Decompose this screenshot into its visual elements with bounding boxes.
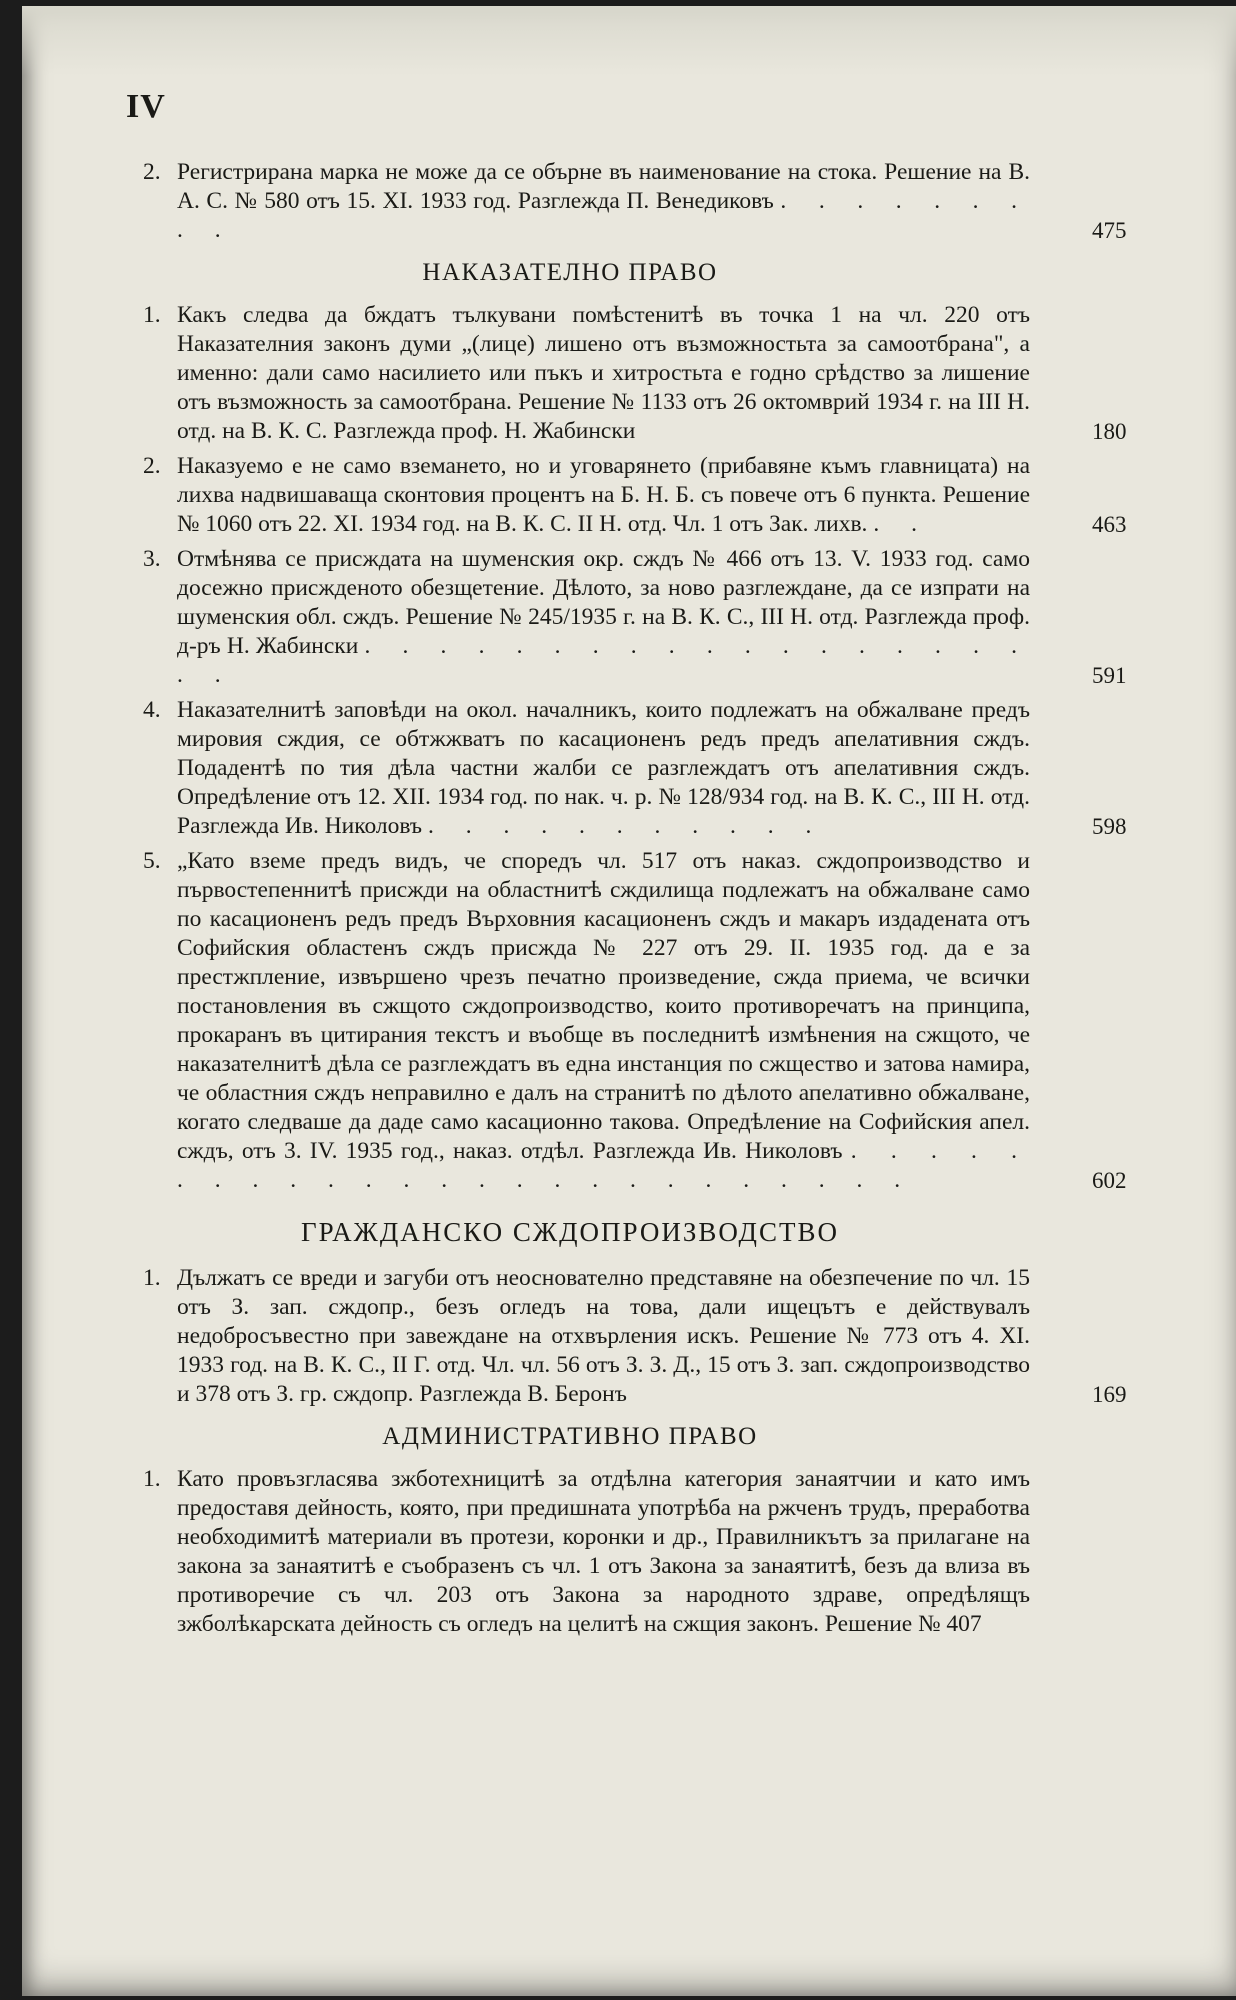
toc-entry	[130, 1264, 1127, 1409]
dot-leader: . . . . . . . . . . . . . . . . . . . .	[177, 633, 1031, 688]
entry-text: Наказателнитѣ заповѣди на окол. началникъ, които подлежатъ на обжалване предъ мировия сждия, се обтжжватъ по касационенъ редъ предъ апелативния сждъ. Подадентѣ по тия дѣла частни жалби се разглеждатъ отъ апелативния сждъ. Опредѣление отъ 12. XII. 1934 год. по нак. ч. р. № 128/934 год. на В. К. С., III Н. отд. Разглежда Ив. Николовъ . . . . . . . . . . .	[177, 697, 1030, 839]
dot-leader: . . . . . . . . .	[177, 188, 1030, 243]
entry-text: Дължатъ се вреди и загуби отъ неоснователно представяне на обезпечение по чл. 15 отъ З. зап. сждопр., безъ огледъ на това, дали ищецътъ е действувалъ недобросъвестно при завеждане на отхвърления искъ. Решение № 773 отъ 4. XI. 1933 год. на В. К. С., II Г. отд. Чл. чл. 56 отъ З. З. Д., 15 отъ З. зап. сждопроизводство и 378 отъ З. гр. сждопр. Разглежда В. Беронъ	[177, 1265, 1030, 1407]
entry-text: Отмѣнява се присждата на шуменския окр. сждъ № 466 отъ 13. V. 1933 год. само досежно присжденото обезщетение. Дѣлото, за ново разглеждане, да се изпрати на шуменския обл. сждъ. Решение № 245/1935 г. на В. К. С., III Н. отд. Разглежда проф. д-ръ Н. Жабински . . . . . . . . . . . . . . . . . . . .	[177, 546, 1031, 688]
page-shadow	[22, 6, 1236, 76]
entry-page: 602	[1092, 1168, 1127, 1193]
entry-number: 1.	[143, 1265, 161, 1291]
entry-page: 463	[1092, 512, 1127, 537]
section-criminal-law	[130, 301, 1127, 1195]
toc-entry	[130, 696, 1127, 841]
toc-entry	[130, 847, 1127, 1195]
entry-page: 180	[1092, 419, 1127, 444]
entry-text: Наказуемо е не само вземането, но и уговарянето (прибавяне къмъ главницата) на лихва надвишаваща сконтовия процентъ на Б. Н. Б. съ повече отъ 6 пункта. Решение № 1060 отъ 22. XI. 1934 год. на В. К. С. II Н. отд. Чл. 1 отъ Зак. лихв. . .	[177, 453, 1030, 537]
toc-entry	[130, 158, 1127, 245]
table-of-contents	[130, 158, 1160, 1645]
section-heading-criminal-law: НАКАЗАТЕЛНО ПРАВО	[422, 259, 718, 286]
entry-text: Като провъзгласява зжботехницитѣ за отдѣлна категория занаятчии и като имъ предоставя дейность, която, при предишната употрѣба на ржченъ трудъ, преработва необходимитѣ материали въ протези, коронки и др., Правилникътъ за прилагане на закона за занаятитѣ е съобразенъ съ чл. 1 отъ Закона за занаятитѣ, безъ да влиза въ противоречие съ чл. 203 отъ Закона за народното здраве, опредѣлящъ зжболѣкарската дейность съ огледъ на целитѣ на сжщия законъ. Решение № 407	[177, 1466, 1030, 1637]
toc-entry	[130, 301, 1127, 446]
dot-leader: . .	[873, 511, 930, 537]
entry-page: 591	[1092, 663, 1127, 688]
toc-entry	[130, 1465, 1030, 1639]
book-page	[22, 6, 1236, 1996]
entry-number: 1.	[143, 1466, 161, 1492]
section-civil-procedure	[130, 1264, 1127, 1409]
entry-number: 4.	[143, 697, 161, 723]
page-number: IV	[126, 88, 166, 125]
entry-page: 598	[1092, 814, 1127, 839]
entry-text: Какъ следва да бждатъ тълкувани помѣстенитѣ въ точка 1 на чл. 220 отъ Наказателния законъ думи „(лице) лишено отъ възможностьта за самоотбрана", а именно: дали само насилието или пъкъ и хитростьта е годно срѣдство за лишение отъ възможность за самоотбрана. Решение № 1133 отъ 26 октомврий 1934 г. на III Н. отд. на В. К. С. Разглежда проф. Н. Жабински	[177, 302, 1030, 444]
dot-leader: . . . . . . . . . . . . . . . . . . . . . . . . .	[177, 1138, 1031, 1193]
entry-page: 169	[1092, 1382, 1127, 1407]
entry-number: 2.	[143, 453, 161, 479]
entry-number: 5.	[143, 848, 161, 874]
section-continuation	[130, 158, 1127, 245]
entry-text: Регистрирана марка не може да се обърне въ наименование на стока. Решение на В. А. С. № 580 отъ 15. XI. 1933 год. Разглежда П. Венедиковъ . . . . . . . . .	[177, 159, 1030, 243]
entry-number: 2.	[143, 159, 161, 185]
entry-number: 3.	[143, 546, 161, 572]
toc-entry	[130, 452, 1127, 539]
entry-number: 1.	[143, 302, 161, 328]
section-administrative-law	[130, 1465, 1030, 1639]
section-heading-administrative-law: АДМИНИСТРАТИВНО ПРАВО	[382, 1423, 758, 1450]
entry-page: 475	[1092, 218, 1127, 243]
section-heading-civil-procedure: ГРАЖДАНСКО СЖДОПРОИЗВОДСТВО	[301, 1217, 839, 1247]
entry-text: „Като вземе предъ видъ, че споредъ чл. 517 отъ наказ. сждопроизводство и първостепеннитѣ присжди на областнитѣ сждилища подлежатъ на обжалване само по касационенъ редъ предъ Върховния касационенъ сждъ и макаръ издадената отъ Софийския областенъ сждъ присжда № 227 отъ 29. II. 1935 год. да е за престжпление, извършено чрезъ печатно произведение, сжда приема, че всички постановления въ сжщото сждопроизводство, които противоречатъ на принципа, прокаранъ въ цитирания текстъ и въобще въ последнитѣ измѣнения на сжщото, че наказателнитѣ дѣла се разглеждатъ въ една инстанция по сжщество и затова намира, че областния сждъ неправилно е далъ на странитѣ по дѣлото апелативно обжалване, когато следваше да даде само касационно такова. Опредѣление на Софийския апел. сждъ, отъ 3. IV. 1935 год., наказ. отдѣл. Разглежда Ив. Николовъ . . . . . . . . . . . . . . . . . . . . . . . . .	[177, 848, 1031, 1193]
toc-entry	[130, 545, 1127, 690]
dot-leader: . . . . . . . . . . .	[427, 813, 825, 839]
